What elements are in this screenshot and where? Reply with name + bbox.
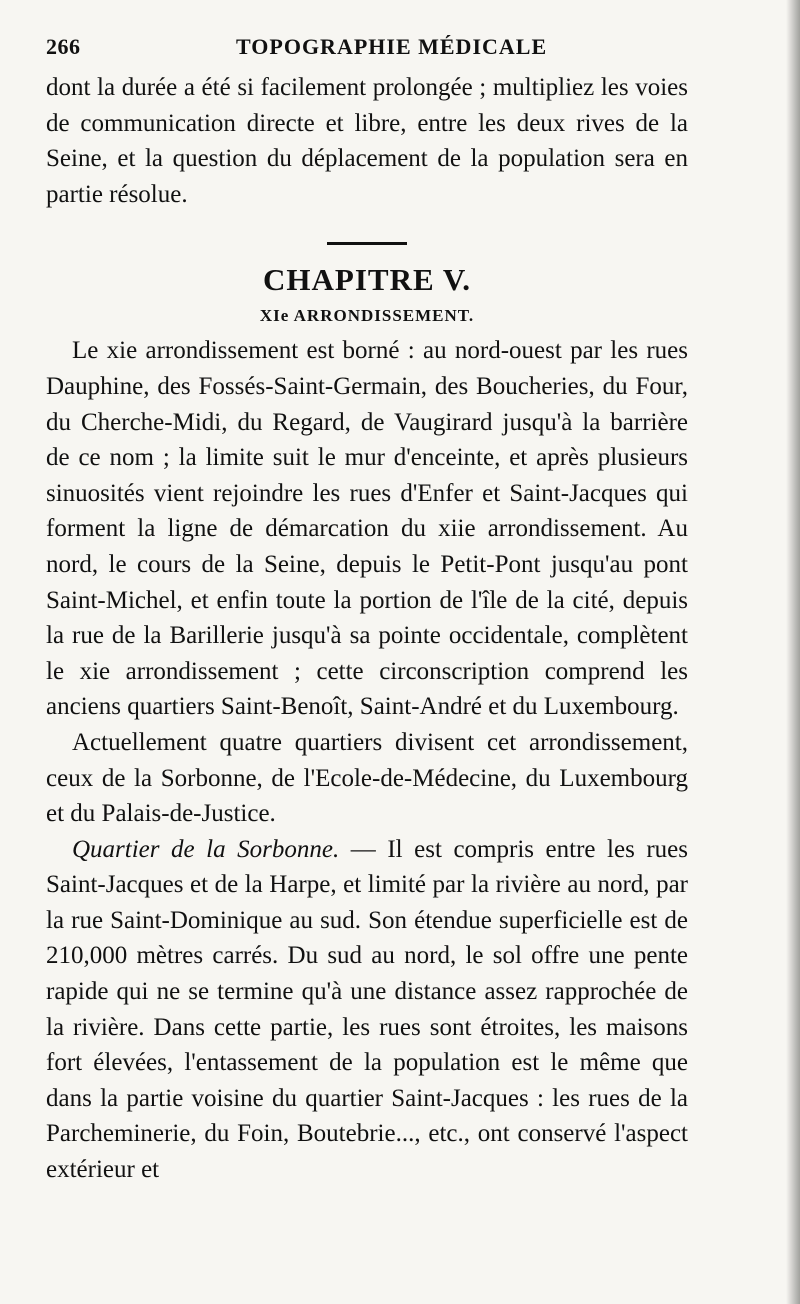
- body-text: [46, 70, 688, 1188]
- paragraph-sorbonne: [46, 832, 688, 1188]
- paragraph-boundaries: Le xie arrondissement est borné : au nord-ouest par les rues Dauphine, des Fossés-Saint-Germain, des Boucheries, du Four, du Cherche-Midi, du Regard, de Vaugirard jusqu'à la barrière de ce nom ; la limite suit le mur d'enceinte, et après plusieurs sinuosités vient rejoindre les rues d'Enfer et Saint-Jacques qui forment la ligne de démarcation du xiie arrondissement. Au nord, le cours de la Seine, depuis le Petit-Pont jusqu'au pont Saint-Michel, et enfin toute la portion de l'île de la cité, depuis la rue de la Barillerie jusqu'à sa pointe occidentale, complètent le xie arrondissement ; cette circonscription comprend les anciens quartiers Saint-Benoît, Saint-André et du Luxembourg.: [46, 337, 688, 721]
- page-edge-shadow: [786, 0, 800, 1304]
- sorbonne-text: — Il est compris entre les rues Saint-Jacques et de la Harpe, et limité par la rivière au nord, par la rue Saint-Dominique au sud. Son étendue superficielle est de 210,000 mètres carrés. Du sud au nord, le sol offre une pente rapide qui ne se termine qu'à une distance assez rapprochée de la rivière. Dans cette partie, les rues sont étroites, les maisons fort élevées, l'entassement de la population est le même que dans la partie voisine du quartier Saint-Jacques : les rues de la Parcheminerie, du Foin, Boutebrie..., etc., ont conservé l'aspect extérieur et: [46, 835, 689, 1184]
- paragraph-quarters: Actuellement quatre quartiers divisent cet arrondissement, ceux de la Sorbonne, de l'Ecole-de-Médecine, du Luxembourg et du Palais-de-Justice.: [46, 728, 688, 828]
- running-head: TOPOGRAPHIE MÉDICALE: [236, 34, 548, 59]
- sorbonne-heading: Quartier de la Sorbonne.: [72, 835, 340, 863]
- page-number: 266: [46, 34, 81, 59]
- section-title: XIe ARRONDISSEMENT.: [259, 306, 475, 326]
- section-divider: [327, 242, 407, 245]
- intro-paragraph: dont la durée a été si facilement prolongée ; multipliez les voies de communication directe et libre, entre les deux rives de la Seine, et la question du déplacement de la population sera en partie résolue.: [46, 74, 688, 208]
- page-header: [46, 34, 746, 64]
- chapter-title: CHAPITRE V.: [263, 262, 471, 298]
